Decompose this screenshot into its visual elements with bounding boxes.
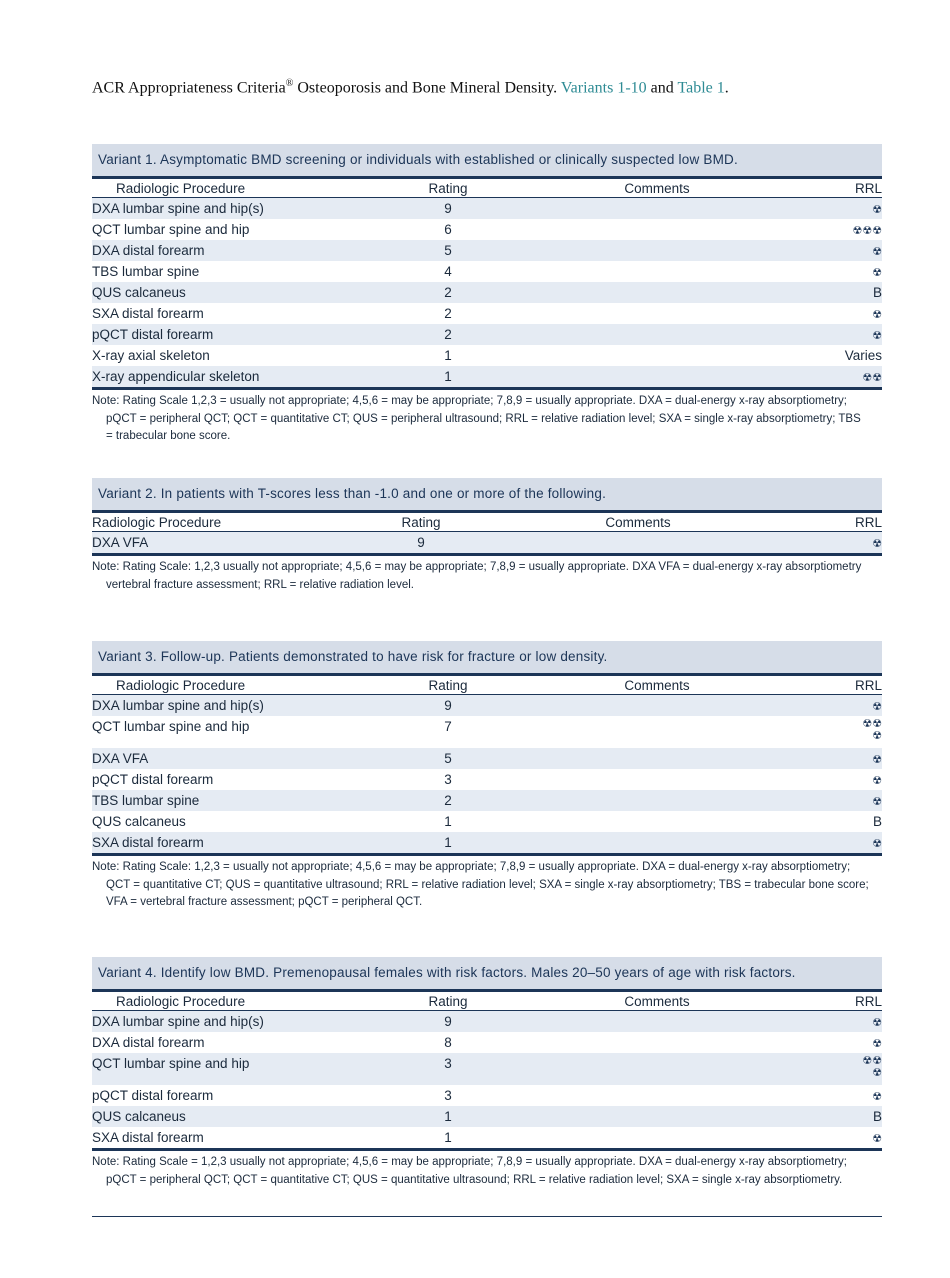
procedure-cell: QUS calcaneus — [92, 285, 186, 300]
comments-cell — [504, 303, 810, 324]
radiation-icon: ☢ — [872, 1038, 882, 1050]
rating-cell: 1 — [444, 1130, 452, 1145]
comments-cell — [504, 261, 810, 282]
rating-cell: 3 — [444, 772, 452, 787]
rating-cell: 9 — [444, 1014, 452, 1029]
comments-cell — [504, 219, 810, 240]
header-procedure: Radiologic Procedure — [92, 515, 222, 530]
header-rrl: RRL — [854, 181, 882, 196]
rating-cell: 2 — [444, 327, 452, 342]
comments-cell — [504, 282, 810, 303]
radiation-icon: ☢ — [872, 1091, 882, 1103]
table-row — [92, 1085, 882, 1106]
variant-1-note: Note: Rating Scale 1,2,3 = usually not appropriate; 4,5,6 = may be appropriate; 7,8,9 = usually appropriate. DXA = dual-energy x-ray absorptiometry; pQCT = peripheral QCT; QCT = quantitative CT; QUS = peripheral ultrasound; RRL = relative radiation level; SXA = single x-ray absorptiometry; TBS = trabecular bone score. — [92, 395, 861, 442]
table-row — [92, 832, 882, 855]
procedure-cell: TBS lumbar spine — [92, 793, 200, 808]
rating-cell: 5 — [444, 751, 452, 766]
table-row — [92, 695, 882, 717]
procedure-cell: pQCT distal forearm — [92, 1088, 214, 1103]
procedure-cell: pQCT distal forearm — [92, 772, 214, 787]
procedure-cell: X-ray axial skeleton — [92, 348, 210, 363]
header-rating: Rating — [428, 181, 468, 196]
table-header-row — [92, 512, 882, 532]
header-title-part2: Osteoporosis and Bone Mineral Density. — [293, 79, 561, 97]
comments-cell — [504, 811, 810, 832]
procedure-cell: QUS calcaneus — [92, 814, 186, 829]
radiation-icon: ☢ — [872, 204, 882, 216]
comments-cell — [504, 1127, 810, 1150]
variant-1-table — [92, 176, 882, 390]
table-row — [92, 261, 882, 282]
variant-1-title: Variant 1. Asymptomatic BMD screening or individuals with established or clinically suspected low BMD. — [92, 144, 882, 176]
table-row — [92, 219, 882, 240]
procedure-cell: QUS calcaneus — [92, 1109, 186, 1124]
rating-cell: 1 — [444, 369, 452, 384]
table-row — [92, 716, 882, 748]
rating-cell: 2 — [444, 793, 452, 808]
procedure-cell: TBS lumbar spine — [92, 264, 200, 279]
header-rating: Rating — [401, 515, 441, 530]
header-procedure: Radiologic Procedure — [116, 678, 246, 693]
table-row — [92, 282, 882, 303]
rating-cell: 9 — [444, 201, 452, 216]
table-row — [92, 790, 882, 811]
rrl-cell: B — [872, 814, 882, 829]
rating-cell: 2 — [444, 285, 452, 300]
rating-cell: 9 — [444, 698, 452, 713]
rrl-cell: Varies — [844, 348, 882, 363]
rating-cell: 7 — [444, 719, 452, 734]
comments-cell — [504, 769, 810, 790]
variant-3-title: Variant 3. Follow-up. Patients demonstrated to have risk for fracture or low density. — [92, 641, 882, 673]
radiation-icon: ☢ — [872, 754, 882, 766]
table-row — [92, 1011, 882, 1033]
radiation-icon: ☢ — [872, 701, 882, 713]
header-comments: Comments — [624, 678, 690, 693]
variant-4-note: Note: Rating Scale = 1,2,3 usually not appropriate; 4,5,6 = may be appropriate; 7,8,9 = usually appropriate. DXA = dual-energy x-ray absorptiometry; pQCT = peripheral QCT; QCT = quantitative CT; QUS = quantitative ultrasound; RRL = relative radiation level; SXA = single x-ray absorptiometry. — [92, 1156, 847, 1186]
table-row — [92, 1032, 882, 1053]
procedure-cell: QCT lumbar spine and hip — [92, 222, 250, 237]
table-row — [92, 324, 882, 345]
radiation-icon: ☢☢☢ — [862, 718, 882, 742]
comments-cell — [504, 1085, 810, 1106]
comments-cell — [504, 716, 810, 748]
procedure-cell: SXA distal forearm — [92, 835, 204, 850]
variant-2-title: Variant 2. In patients with T-scores less than -1.0 and one or more of the following. — [92, 478, 882, 510]
table-row — [92, 811, 882, 832]
comments-cell — [504, 366, 810, 389]
rating-cell: 3 — [444, 1088, 452, 1103]
registered-mark: ® — [285, 78, 294, 89]
header-comments: Comments — [624, 994, 690, 1009]
table-row — [92, 366, 882, 389]
radiation-icon: ☢ — [872, 796, 882, 808]
procedure-cell: X-ray appendicular skeleton — [92, 369, 260, 384]
comments-cell — [504, 198, 810, 220]
table-row — [92, 1053, 882, 1085]
radiation-icon: ☢ — [872, 838, 882, 850]
table-row — [92, 345, 882, 366]
radiation-icon: ☢ — [872, 330, 882, 342]
header-period: . — [724, 79, 729, 97]
table-link[interactable]: Table 1 — [677, 79, 725, 97]
table-header-row — [92, 675, 882, 695]
radiation-icon: ☢ — [872, 1017, 882, 1029]
radiation-icon: ☢ — [872, 267, 882, 279]
variant-4-section — [92, 957, 882, 1189]
procedure-cell: DXA distal forearm — [92, 1035, 205, 1050]
header-comments: Comments — [605, 515, 671, 530]
comments-cell — [504, 345, 810, 366]
procedure-cell: DXA distal forearm — [92, 243, 205, 258]
comments-cell — [504, 240, 810, 261]
comments-cell — [504, 832, 810, 855]
procedure-cell: DXA lumbar spine and hip(s) — [92, 698, 264, 713]
radiation-icon: ☢ — [872, 246, 882, 258]
radiation-icon: ☢☢☢ — [852, 225, 882, 237]
header-procedure: Radiologic Procedure — [116, 994, 246, 1009]
rating-cell: 6 — [444, 222, 452, 237]
procedure-cell: QCT lumbar spine and hip — [92, 1056, 250, 1071]
comments-cell — [470, 532, 806, 555]
variant-4-table — [92, 989, 882, 1151]
radiation-icon: ☢ — [872, 309, 882, 321]
header-rrl: RRL — [854, 678, 882, 693]
comments-cell — [504, 1011, 810, 1033]
variant-3-note: Note: Rating Scale: 1,2,3 = usually not appropriate; 4,5,6 = may be appropriate; 7,8,9 = usually appropriate. DXA = dual-energy x-ray absorptiometry; QCT = quantitative CT; QUS = quantitative ultrasound; RRL = relative radiation level; SXA = single x-ray absorptiometry; TBS = trabecular bone score; VFA = vertebral fracture assessment; pQCT = peripheral QCT. — [92, 861, 869, 908]
header-rating: Rating — [428, 678, 468, 693]
comments-cell — [504, 695, 810, 717]
comments-cell — [504, 748, 810, 769]
procedure-cell: pQCT distal forearm — [92, 327, 214, 342]
page-header — [92, 78, 882, 97]
table-row — [92, 303, 882, 324]
radiation-icon: ☢ — [872, 775, 882, 787]
header-title-part1: ACR Appropriateness Criteria — [92, 79, 286, 97]
header-procedure: Radiologic Procedure — [116, 181, 246, 196]
rating-cell: 1 — [444, 835, 452, 850]
table-row — [92, 748, 882, 769]
rrl-cell: B — [872, 1109, 882, 1124]
table-header-row — [92, 178, 882, 198]
table-header-row — [92, 991, 882, 1011]
variant-4-title: Variant 4. Identify low BMD. Premenopausal females with risk factors. Males 20–50 years of age with risk factors. — [92, 957, 882, 989]
table-row — [92, 1127, 882, 1150]
header-rrl: RRL — [854, 515, 882, 530]
procedure-cell: SXA distal forearm — [92, 306, 204, 321]
variant-2-table — [92, 510, 882, 556]
radiation-icon: ☢ — [872, 1133, 882, 1145]
table-row — [92, 240, 882, 261]
procedure-cell: QCT lumbar spine and hip — [92, 719, 250, 734]
table-row — [92, 532, 882, 555]
procedure-cell: DXA VFA — [92, 751, 149, 766]
comments-cell — [504, 1106, 810, 1127]
rating-cell: 4 — [444, 264, 452, 279]
variant-2-section — [92, 478, 882, 594]
rating-cell: 2 — [444, 306, 452, 321]
rating-cell: 3 — [444, 1056, 452, 1071]
procedure-cell: SXA distal forearm — [92, 1130, 204, 1145]
variant-3-table — [92, 673, 882, 856]
header-rrl: RRL — [854, 994, 882, 1009]
table-row — [92, 198, 882, 220]
page-bottom-rule — [92, 1216, 882, 1217]
variants-link[interactable]: Variants 1-10 — [560, 79, 647, 97]
comments-cell — [504, 1053, 810, 1085]
header-rating: Rating — [428, 994, 468, 1009]
comments-cell — [504, 1032, 810, 1053]
rating-cell: 5 — [444, 243, 452, 258]
header-and-text: and — [646, 79, 678, 97]
radiation-icon: ☢ — [872, 538, 882, 550]
rating-cell: 1 — [444, 1109, 452, 1124]
radiation-icon: ☢☢ — [862, 372, 882, 384]
variant-2-note: Note: Rating Scale: 1,2,3 usually not appropriate; 4,5,6 = may be appropriate; 7,8,9 = usually appropriate. DXA VFA = dual-energy x-ray absorptiometry vertebral fracture assessment; RRL = relative radiation level. — [92, 561, 862, 591]
variant-3-section — [92, 641, 882, 912]
variant-1-section — [92, 144, 882, 446]
radiation-icon: ☢☢☢ — [862, 1055, 882, 1079]
rating-cell: 8 — [444, 1035, 452, 1050]
procedure-cell: DXA VFA — [92, 535, 149, 550]
comments-cell — [504, 790, 810, 811]
table-row — [92, 1106, 882, 1127]
comments-cell — [504, 324, 810, 345]
procedure-cell: DXA lumbar spine and hip(s) — [92, 201, 264, 216]
header-comments: Comments — [624, 181, 690, 196]
rrl-cell: B — [872, 285, 882, 300]
rating-cell: 9 — [417, 535, 425, 550]
rating-cell: 1 — [444, 348, 452, 363]
procedure-cell: DXA lumbar spine and hip(s) — [92, 1014, 264, 1029]
table-row — [92, 769, 882, 790]
rating-cell: 1 — [444, 814, 452, 829]
